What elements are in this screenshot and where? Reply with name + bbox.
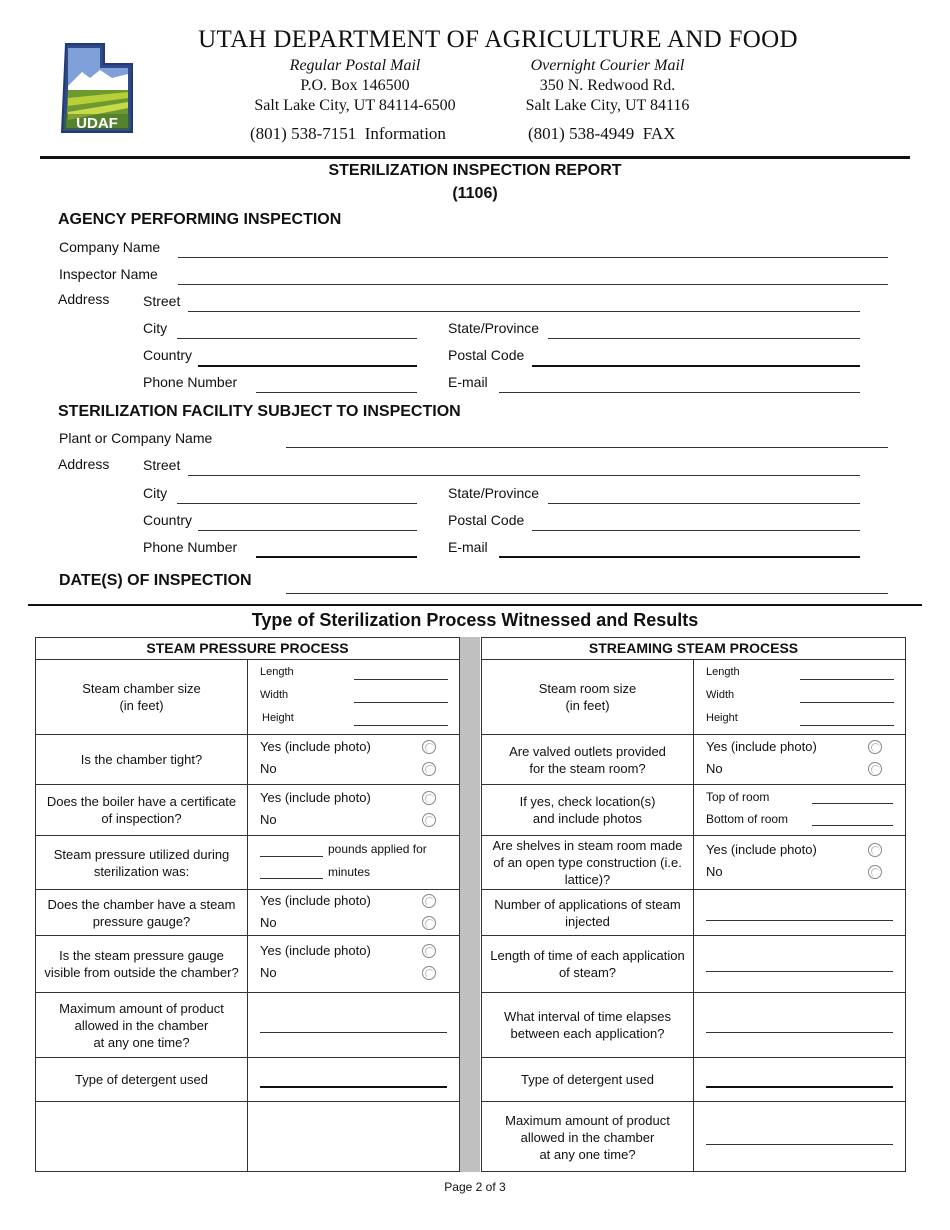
inspector-name-field[interactable] [178,284,888,285]
company-name-field[interactable] [178,257,888,258]
logo-text: UDAF [76,115,118,132]
facility-email-field[interactable] [499,556,860,558]
table-row [36,785,459,836]
bottom-of-room-label: Bottom of room [706,812,789,826]
streaming-steam-heading: STREAMING STEAM PROCESS [482,638,905,660]
boiler-certificate-no-radio[interactable] [422,813,436,827]
agency-country-field[interactable] [198,365,417,367]
table-row [482,660,905,735]
steam-pressure-heading: STEAM PRESSURE PROCESS [36,638,459,660]
detergent-field[interactable] [260,1086,447,1088]
table-row [482,836,905,890]
fax-phone-label: FAX [642,124,676,143]
no-label: No [260,812,277,827]
agency-country-label: Country [143,347,193,363]
no-label: No [706,761,723,776]
valved-outlets-no-radio[interactable] [868,762,882,776]
yes-label: Yes (include photo) [260,790,371,805]
no-label: No [260,761,277,776]
table-row [36,1058,459,1102]
agency-email-field[interactable] [499,392,860,393]
table-row [36,735,459,785]
interval-field[interactable] [706,1032,893,1033]
max-product-field[interactable] [706,1144,893,1145]
steam-pressure-question: Steam pressure utilized during sterilization was: [36,836,248,889]
facility-street-label: Street [143,457,181,473]
report-title: STERILIZATION INSPECTION REPORT [328,162,622,179]
steam-pressure-table [35,637,460,1172]
facility-street-field[interactable] [188,475,860,476]
table-separator [460,637,480,1172]
yes-label: Yes (include photo) [260,739,371,754]
agency-city-label: City [143,320,168,336]
length-label: Length [706,666,740,678]
outlet-location-question: If yes, check location(s) and include photos [482,785,694,835]
company-name-label: Company Name [59,239,161,255]
valved-outlets-question: Are valved outlets provided for the steam room? [482,735,694,784]
chamber-tight-yes-radio[interactable] [422,740,436,754]
table-row [482,1058,905,1102]
top-of-room-label: Top of room [706,790,770,804]
length-label: Length [260,666,294,678]
regular-mail-block [240,56,470,116]
pounds-field[interactable] [260,856,323,857]
chamber-size-question: Steam chamber size (in feet) [36,660,248,734]
pressure-gauge-yes-radio[interactable] [422,894,436,908]
page-number: Page 2 of 3 [444,1180,506,1194]
regular-mail-label: Regular Postal Mail [289,57,421,74]
pressure-gauge-no-radio[interactable] [422,916,436,930]
gauge-visible-question: Is the steam pressure gauge visible from outside the chamber? [36,936,248,992]
facility-country-field[interactable] [198,530,417,531]
table-row [482,1102,905,1172]
gauge-visible-no-radio[interactable] [422,966,436,980]
chamber-tight-question: Is the chamber tight? [36,735,248,784]
info-phone [250,124,446,144]
height-label: Height [706,712,738,724]
agency-street-label: Street [143,293,181,309]
shelves-no-radio[interactable] [868,865,882,879]
table-row [36,936,459,993]
report-code: (1106) [452,185,498,202]
boiler-certificate-question: Does the boiler have a certificate of inspection? [36,785,248,835]
empty-question-cell [36,1102,248,1172]
agency-postal-field[interactable] [532,365,860,367]
empty-answer-cell [248,1102,459,1172]
shelves-question: Are shelves in steam room made of an open type construction (i.e. lattice)? [482,836,694,889]
agency-state-label: State/Province [448,320,540,336]
no-label: No [260,915,277,930]
gauge-visible-yes-radio[interactable] [422,944,436,958]
chamber-width-field[interactable] [354,702,448,703]
pressure-gauge-question: Does the chamber have a steam pressure gauge? [36,890,248,935]
minutes-field[interactable] [260,878,323,879]
header-divider [40,156,910,159]
facility-heading: STERILIZATION FACILITY SUBJECT TO INSPECTION [58,403,461,420]
agency-postal-label: Postal Code [448,347,525,363]
table-row [482,890,905,936]
max-product-field[interactable] [260,1032,447,1033]
boiler-certificate-yes-radio[interactable] [422,791,436,805]
process-title: Type of Sterilization Process Witnessed and Results [251,610,699,630]
width-label: Width [260,689,289,701]
facility-postal-field[interactable] [532,530,860,531]
agency-email-label: E-mail [448,374,488,390]
valved-outlets-yes-radio[interactable] [868,740,882,754]
chamber-tight-no-radio[interactable] [422,762,436,776]
facility-phone-field[interactable] [256,556,417,558]
height-label: Height [262,712,294,724]
facility-country-label: Country [143,512,193,528]
overnight-mail-line2: Salt Lake City, UT 84116 [525,97,690,114]
room-width-field[interactable] [800,702,894,703]
agency-address-label: Address [58,291,110,307]
table-row [482,936,905,993]
regular-mail-line1: P.O. Box 146500 [300,77,410,94]
overnight-mail-line1: 350 N. Redwood Rd. [539,77,676,94]
application-length-question: Length of time of each application of steam? [482,936,694,992]
dates-heading: DATE(S) OF INSPECTION [59,572,252,589]
section-divider [28,604,922,606]
table-row [36,993,459,1058]
pounds-label: pounds applied for [328,842,427,856]
top-of-room-field[interactable] [812,803,893,804]
facility-city-label: City [143,485,168,501]
facility-city-field[interactable] [177,503,417,504]
fax-phone [528,124,675,144]
max-product-question: Maximum amount of product allowed in the chamber at any one time? [36,993,248,1057]
facility-postal-label: Postal Code [448,512,525,528]
department-title: UTAH DEPARTMENT OF AGRICULTURE AND FOOD [198,26,798,53]
agency-heading: AGENCY PERFORMING INSPECTION [58,211,342,228]
bottom-of-room-field[interactable] [812,825,893,826]
facility-state-field[interactable] [548,503,860,504]
room-height-field[interactable] [800,725,894,726]
shelves-yes-radio[interactable] [868,843,882,857]
agency-street-field[interactable] [188,311,860,312]
detergent-question: Type of detergent used [36,1058,248,1101]
overnight-mail-block [495,56,720,116]
streaming-steam-table [481,637,906,1172]
chamber-length-field[interactable] [354,679,448,680]
no-label: No [260,965,277,980]
yes-label: Yes (include photo) [260,943,371,958]
detergent-question: Type of detergent used [482,1058,694,1101]
table-row [482,735,905,785]
application-length-field[interactable] [706,971,893,972]
detergent-field[interactable] [706,1086,893,1088]
agency-city-field[interactable] [177,338,417,339]
facility-email-label: E-mail [448,539,488,555]
info-phone-label: Information [364,124,446,143]
facility-state-label: State/Province [448,485,540,501]
info-phone-number: (801) 538-7151 [250,124,357,143]
table-row [36,890,459,936]
yes-label: Yes (include photo) [706,739,817,754]
dates-field[interactable] [286,593,888,594]
facility-address-label: Address [58,456,110,472]
agency-state-field[interactable] [548,338,860,339]
width-label: Width [706,689,735,701]
regular-mail-line2: Salt Lake City, UT 84114-6500 [254,97,456,114]
table-row [36,836,459,890]
table-row [36,660,459,735]
no-label: No [706,864,723,879]
table-row [482,785,905,836]
minutes-label: minutes [328,865,371,879]
overnight-mail-label: Overnight Courier Mail [530,57,685,74]
room-size-question: Steam room size (in feet) [482,660,694,734]
plant-name-label: Plant or Company Name [59,430,213,446]
fax-phone-number: (801) 538-4949 [528,124,635,143]
max-product-question: Maximum amount of product allowed in the chamber at any one time? [482,1102,694,1172]
yes-label: Yes (include photo) [260,893,371,908]
yes-label: Yes (include photo) [706,842,817,857]
interval-question: What interval of time elapses between each application? [482,993,694,1057]
facility-phone-label: Phone Number [143,539,238,555]
table-row [36,1102,459,1172]
table-row [482,993,905,1058]
chamber-height-field[interactable] [354,725,448,726]
room-length-field[interactable] [800,679,894,680]
plant-name-field[interactable] [286,447,888,448]
applications-field[interactable] [706,920,893,921]
inspector-name-label: Inspector Name [59,266,158,282]
agency-phone-field[interactable] [256,392,417,393]
agency-phone-label: Phone Number [143,374,238,390]
udaf-logo [60,42,134,134]
applications-question: Number of applications of steam injected [482,890,694,935]
